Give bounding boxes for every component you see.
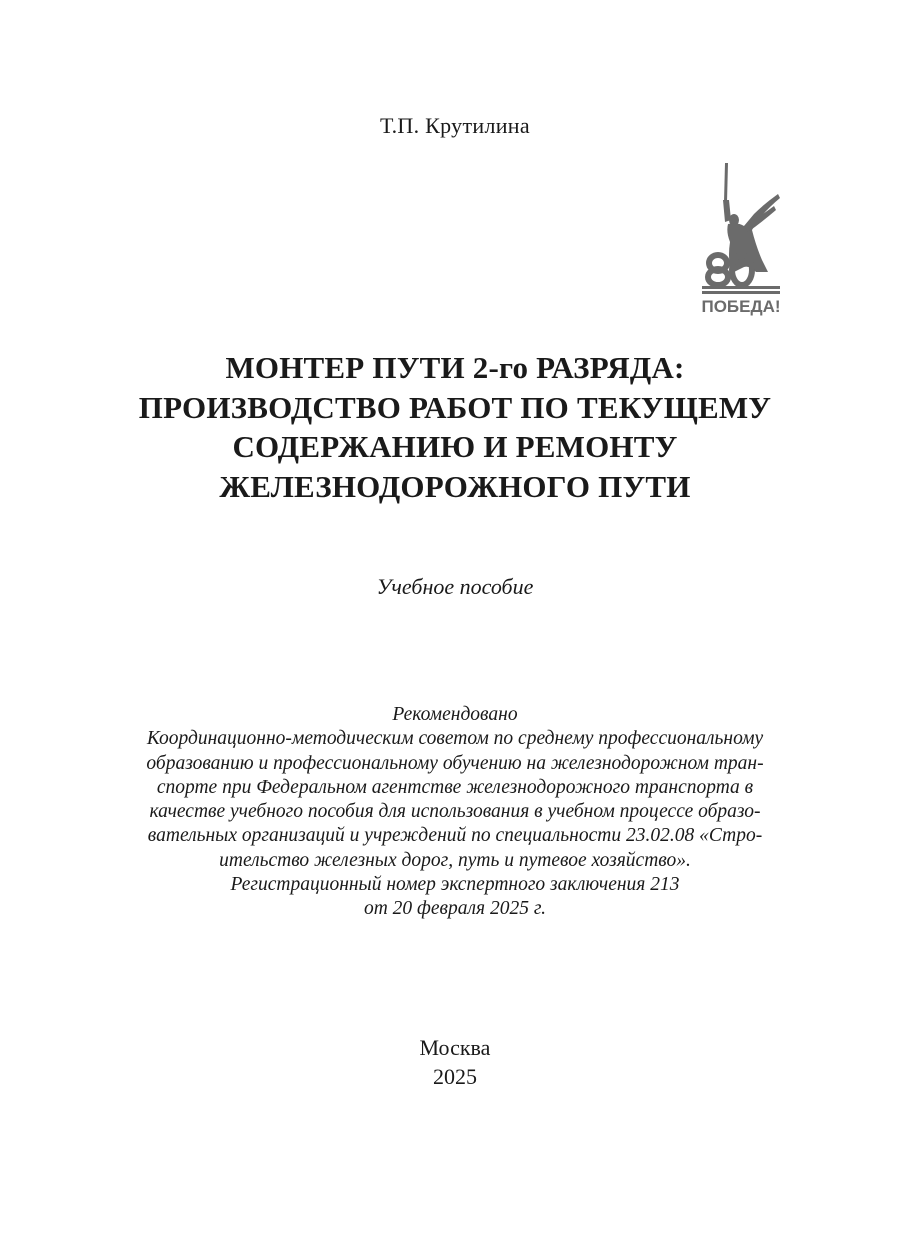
victory-80-emblem-icon [698,160,784,320]
recommendation-line: спорте при Федеральном агентстве железнодорожного транспорта в [156,776,754,798]
recommendation-line: качестве учебного пособия для использования в учебном процессе образо- [149,801,761,823]
title-line: МОНТЕР ПУТИ 2-го РАЗРЯДА: [225,350,685,385]
publication-year: 2025 [433,1064,477,1089]
recommendation-line: Координационно-методическим советом по среднему профессиональному [146,728,764,750]
recommendation-line: вательных организаций и учреждений по специальности 23.02.08 «Стро- [147,825,763,847]
book-subtitle: Учебное пособие [376,574,534,599]
recommendation-line: ительство железных дорог, путь и путевое хозяйство». [219,849,691,871]
city-name: Москва [419,1035,491,1060]
recommendation-block [0,703,910,922]
publication-place [0,1033,910,1091]
title-line: ПРОИЗВОДСТВО РАБОТ ПО ТЕКУЩЕМУ [138,389,772,425]
recommendation-line: образованию и профессиональному обучению на железнодорожном тран- [146,752,764,774]
title-line: ЖЕЛЕЗНОДОРОЖНОГО ПУТИ [219,468,691,504]
author-name: Т.П. Крутилина [380,113,530,138]
title-line: СОДЕРЖАНИЮ И РЕМОНТУ [232,429,678,464]
book-title [0,348,910,506]
recommendation-line: Рекомендовано [392,704,518,725]
recommendation-line: от 20 февраля 2025 г. [363,898,547,920]
emblem-caption: ПОБЕДА! [701,297,781,316]
recommendation-line: Регистрационный номер экспертного заключения 213 [230,874,680,896]
